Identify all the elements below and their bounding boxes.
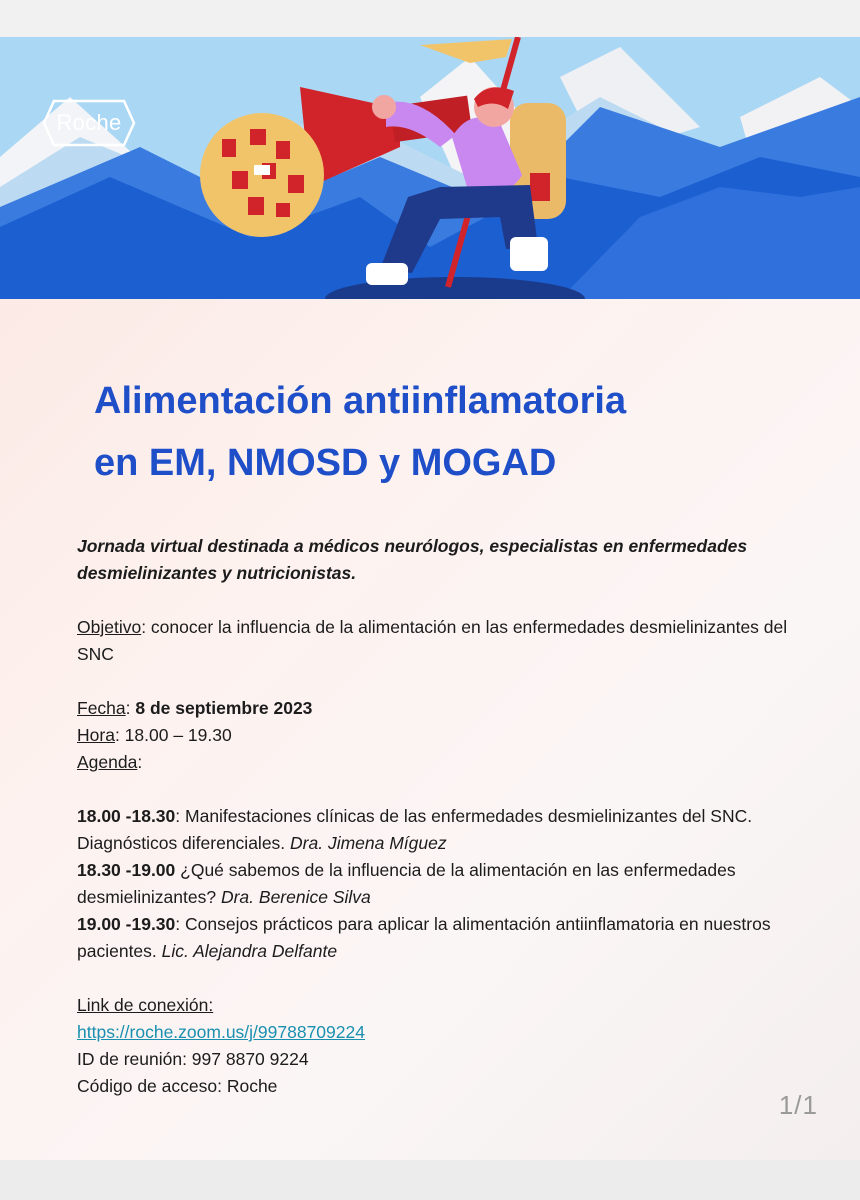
agenda-description: ¿Qué sabemos de la influencia de la alimentación en las enfermedades desmielinizantes? — [77, 860, 736, 907]
agenda-item — [77, 911, 797, 965]
fecha-line — [77, 695, 797, 722]
event-details — [77, 533, 797, 1100]
title-line-1: Alimentación antiinflamatoria — [94, 380, 627, 422]
meeting-id: ID de reunión: 997 8870 9224 — [77, 1049, 309, 1069]
agenda-time: 18.30 -19.00 — [77, 860, 176, 880]
fecha-label: Fecha — [77, 698, 126, 718]
header-illustration — [0, 37, 860, 299]
agenda-speaker: Dra. Jimena Míguez — [290, 833, 447, 853]
page-indicator: 1/1 — [778, 1090, 818, 1120]
hora-line — [77, 722, 797, 749]
agenda-item — [77, 803, 797, 857]
agenda-time: 19.00 -19.30 — [77, 914, 176, 934]
hora-label: Hora — [77, 725, 115, 745]
agenda-description: : Manifestaciones clínicas de las enfermedades desmielinizantes del SNC. Diagnósticos diferenciales. — [77, 806, 753, 853]
flyer-page — [0, 37, 860, 1160]
objetivo-label: Objetivo — [77, 617, 142, 637]
intro-text: Jornada virtual destinada a médicos neurólogos, especialistas en enfermedades desmielinizantes y nutricionistas. — [77, 536, 748, 583]
agenda-item — [77, 857, 797, 911]
roche-logo — [42, 98, 136, 148]
agenda-description: : Consejos prácticos para aplicar la alimentación antiinflamatoria en nuestros pacientes. — [77, 914, 771, 961]
objetivo-line — [77, 614, 797, 668]
agenda-sep: : — [137, 752, 143, 772]
fecha-value: 8 de septiembre 2023 — [135, 698, 313, 718]
viewer-bottom-bar — [0, 1160, 860, 1200]
fecha-sep: : — [125, 698, 136, 718]
hora-text: : 18.00 – 19.30 — [114, 725, 232, 745]
roche-logo-text: Roche — [56, 110, 122, 135]
agenda-label: Agenda — [77, 752, 138, 772]
passcode: Código de acceso: Roche — [77, 1076, 278, 1096]
objetivo-text: : conocer la influencia de la alimentación en las enfermedades desmielinizantes del SNC — [77, 617, 788, 664]
agenda-heading — [77, 749, 797, 776]
agenda-speaker: Lic. Alejandra Delfante — [161, 941, 338, 961]
connection-label: Link de conexión: — [77, 995, 214, 1015]
event-title — [94, 370, 814, 494]
agenda-speaker: Dra. Berenice Silva — [220, 887, 371, 907]
agenda-time: 18.00 -18.30 — [77, 806, 176, 826]
zoom-link[interactable]: https://roche.zoom.us/j/99788709224 — [77, 1022, 365, 1042]
title-line-2: en EM, NMOSD y MOGAD — [94, 442, 557, 484]
